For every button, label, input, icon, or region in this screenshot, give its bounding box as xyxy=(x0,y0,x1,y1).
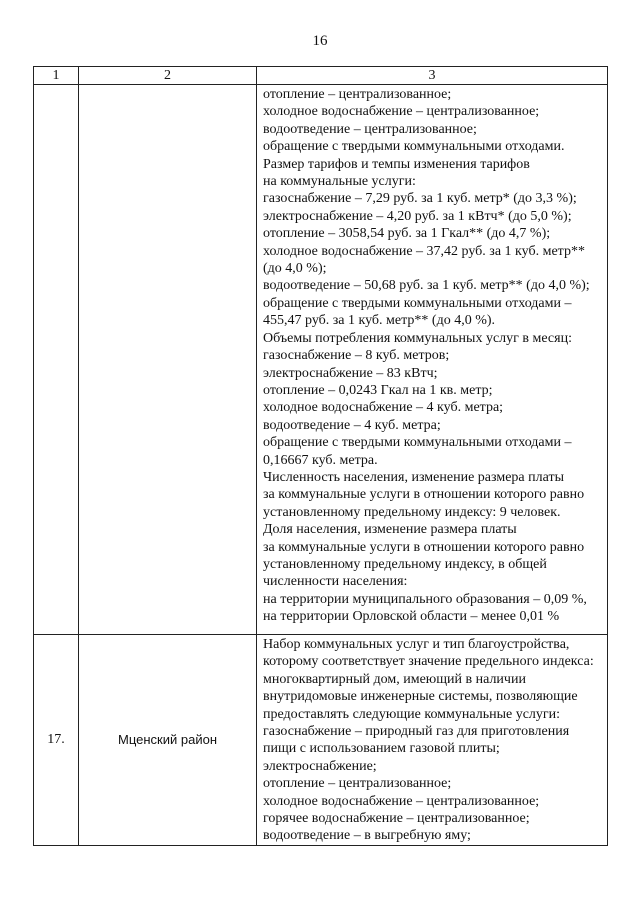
description-line: установленному предельному индексу: 9 человек. xyxy=(263,504,561,520)
row-number: 17. xyxy=(34,635,79,846)
description-line: Доля населения, изменение размера платы xyxy=(263,522,517,538)
description-line: предоставлять следующие коммунальные услуги: xyxy=(263,706,561,722)
description-line: отопление – 0,0243 Гкал на 1 кв. метр; xyxy=(263,382,493,398)
description-lines xyxy=(257,85,607,626)
header-col-2: 2 xyxy=(79,67,257,85)
description-line: холодное водоснабжение – централизованное; xyxy=(263,104,540,120)
description-line: Объемы потребления коммунальных услуг в месяц: xyxy=(263,330,572,346)
description-line: установленному предельному индексу, в общей xyxy=(263,556,547,572)
municipal-index-table xyxy=(33,66,608,846)
description-line: на территории Орловской области – менее 0,01 % xyxy=(263,609,560,625)
district-name xyxy=(79,85,257,635)
description-line: газоснабжение – природный газ для приготовления xyxy=(263,724,570,740)
description-line: за коммунальные услуги в отношении которого равно xyxy=(263,539,585,555)
description-line: пищи с использованием газовой плиты; xyxy=(263,741,500,757)
description-line: электроснабжение; xyxy=(263,758,377,774)
description-line: Размер тарифов и темпы изменения тарифов xyxy=(263,156,530,172)
description-line: внутридомовые инженерные системы, позволяющие xyxy=(263,689,578,705)
description-line: Численность населения, изменение размера платы xyxy=(263,469,564,485)
description-line: отопление – централизованное; xyxy=(263,776,452,792)
description-line: водоотведение – в выгребную яму; xyxy=(263,828,471,844)
description-line: отопление – централизованное; xyxy=(263,87,452,102)
description-lines xyxy=(257,635,607,845)
description-line: 455,47 руб. за 1 куб. метр** (до 4,0 %). xyxy=(263,313,496,329)
description-line: водоотведение – 50,68 руб. за 1 куб. метр** (до 4,0 %); xyxy=(263,278,590,294)
header-col-3: 3 xyxy=(257,67,608,85)
description-line: электроснабжение – 83 кВтч; xyxy=(263,365,438,381)
district-name: Мценский район xyxy=(79,635,257,846)
description-line: численности населения: xyxy=(263,574,408,590)
description-line: газоснабжение – 8 куб. метров; xyxy=(263,348,450,364)
description-line: на коммунальные услуги: xyxy=(263,174,416,190)
description-line: Набор коммунальных услуг и тип благоустройства, xyxy=(263,637,570,652)
description-line: (до 4,0 %); xyxy=(263,261,327,277)
description-line: обращение с твердыми коммунальными отходами – xyxy=(263,295,572,311)
description-line: обращение с твердыми коммунальными отходами. xyxy=(263,139,565,155)
description-line: горячее водоснабжение – централизованное; xyxy=(263,811,530,827)
description-line: которому соответствует значение предельного индекса: xyxy=(263,654,594,670)
row-description xyxy=(257,85,608,635)
header-col-1: 1 xyxy=(34,67,79,85)
description-line: газоснабжение – 7,29 руб. за 1 куб. метр* (до 3,3 %); xyxy=(263,191,577,207)
description-line: обращение с твердыми коммунальными отходами – xyxy=(263,435,572,451)
page-number: 16 xyxy=(312,33,328,49)
row-number xyxy=(34,85,79,635)
description-line: холодное водоснабжение – 37,42 руб. за 1 куб. метр** xyxy=(263,243,585,259)
description-line: холодное водоснабжение – 4 куб. метра; xyxy=(263,400,504,416)
table-row xyxy=(34,635,608,846)
description-line: на территории муниципального образования – 0,09 %, xyxy=(263,591,587,607)
description-line: многоквартирный дом, имеющий в наличии xyxy=(263,671,526,687)
description-line: водоотведение – централизованное; xyxy=(263,121,477,137)
description-line: холодное водоснабжение – централизованное; xyxy=(263,793,540,809)
description-line: электроснабжение – 4,20 руб. за 1 кВтч* (до 5,0 %); xyxy=(263,208,572,224)
row-description xyxy=(257,635,608,846)
description-line: отопление – 3058,54 руб. за 1 Гкал** (до 4,7 %); xyxy=(263,226,551,242)
table-header-row xyxy=(34,67,608,85)
description-line: за коммунальные услуги в отношении которого равно xyxy=(263,487,585,503)
description-line: 0,16667 куб. метра. xyxy=(263,452,378,468)
description-line: водоотведение – 4 куб. метра; xyxy=(263,417,441,433)
table-row xyxy=(34,85,608,635)
